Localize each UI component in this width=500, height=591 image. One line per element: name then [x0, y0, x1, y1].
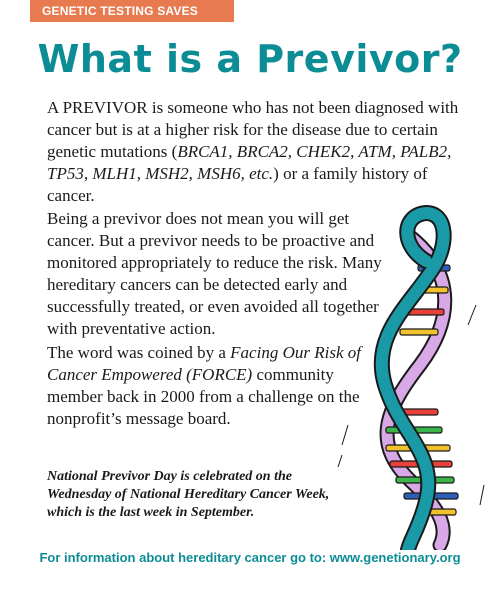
definition-text-end: ) or a family history of cancer. — [47, 164, 428, 205]
force-org-name: Facing Our Risk of Cancer Empowered (FORCE) — [47, 343, 361, 384]
explanation-paragraph: Being a previvor does not mean you will get cancer. But a previvor needs to be proactive and monitored appropriately to reduce the risk. Many hereditary cancers can be detected early and successfully treated, or even avoided all together with preventative action. — [47, 209, 382, 338]
rung — [400, 329, 438, 335]
footer-link-text: For information about hereditary cancer go to: www.genetionary.org — [39, 550, 461, 565]
gene-list: BRCA1, BRCA2, CHEK2, ATM, PALB2, TP53, MLH1, MSH2, MSH6, etc. — [47, 142, 452, 183]
origin-text-start: The word was coined by a — [47, 343, 231, 362]
origin-text-end: community member back in 2000 from a challenge on the nonprofit’s message board. — [47, 365, 360, 428]
definition-text-start: A PREVIVOR is someone who has not been diagnosed with cancer but is at a higher risk for the disease due to certain genetic mutations ( — [47, 98, 459, 161]
page-title: What is a Previvor? — [37, 37, 463, 81]
previvor-day-note: National Previvor Day is celebrated on the Wednesday of National Hereditary Cancer Week, which is the last week in September. — [47, 469, 330, 520]
definition-paragraph — [47, 97, 467, 207]
origin-paragraph — [47, 342, 377, 430]
dna-ribbon-icon — [330, 205, 500, 550]
header-tag: GENETIC TESTING SAVES LIVES — [30, 0, 234, 22]
